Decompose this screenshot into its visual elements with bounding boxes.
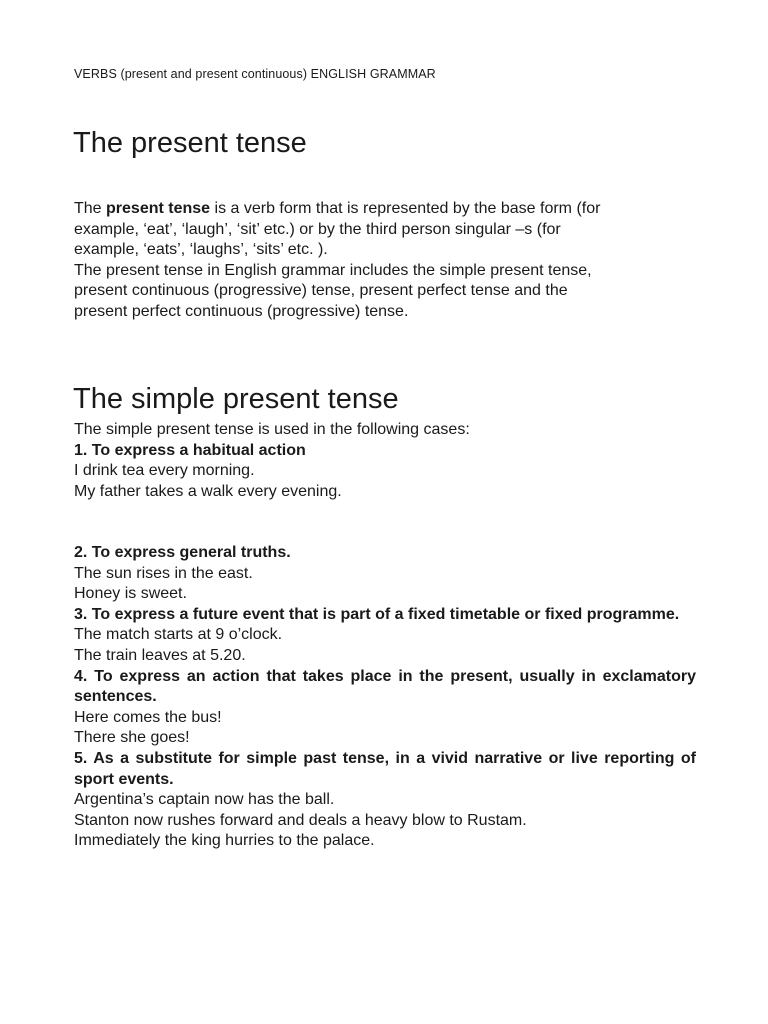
intro-prefix: The: [74, 200, 107, 217]
case-2-heading: 2. To express general truths.: [74, 544, 291, 561]
case-2-example-1: The sun rises in the east.: [74, 564, 253, 582]
section-title-simple-present: The simple present tense: [73, 383, 399, 415]
case-4-heading: 4. To express an action that takes place in the present, usually in exclamatory sentences.: [74, 667, 696, 706]
intro-paragraphs: [74, 199, 696, 323]
case-5-heading: 5. As a substitute for simple past tense, in a vivid narrative or live reporting of sport events.: [74, 749, 696, 788]
case-1-example-2: My father takes a walk every evening.: [74, 482, 342, 500]
case-1-heading: 1. To express a habitual action: [74, 441, 306, 459]
case-2-example-2: Honey is sweet.: [74, 585, 187, 603]
intro-line-3: example, ‘eats’, ‘laughs’, ‘sits’ etc. ).: [74, 241, 328, 259]
case-4-example-2: There she goes!: [74, 729, 190, 747]
case-5-example-2: Stanton now rushes forward and deals a heavy blow to Rustam.: [74, 811, 527, 829]
case-3-example-2: The train leaves at 5.20.: [74, 646, 246, 664]
case-5-example-3: Immediately the king hurries to the palace.: [74, 832, 375, 850]
case-1-example-1: I drink tea every morning.: [74, 462, 255, 480]
intro-bold-term: present tense: [106, 200, 211, 217]
intro-line-2: example, ‘eat’, ‘laugh’, ‘sit’ etc.) or by the third person singular –s (for: [74, 220, 561, 238]
case-4-example-1: Here comes the bus!: [74, 708, 222, 726]
intro-line-1-suffix: is a verb form that is represented by the base form (for: [210, 200, 601, 217]
simple-present-cases-rest: [74, 543, 696, 852]
simple-present-cases-top: [74, 420, 696, 502]
para2-line-2: present continuous (progressive) tense, present perfect tense and the: [74, 282, 568, 300]
para2-line-3: present perfect continuous (progressive) tense.: [74, 302, 409, 320]
document-header: VERBS (present and present continuous) ENGLISH GRAMMAR: [74, 67, 436, 81]
case-3-example-1: The match starts at 9 o’clock.: [74, 626, 283, 644]
intro-line-1: [74, 199, 696, 220]
section-title-present-tense: The present tense: [73, 127, 307, 159]
cases-lead: The simple present tense is used in the following cases:: [74, 421, 470, 438]
case-3-heading: 3. To express a future event that is part of a fixed timetable or fixed programme.: [74, 605, 680, 623]
para2-line-1: The present tense in English grammar includes the simple present tense,: [74, 261, 592, 279]
case-5-example-1: Argentina’s captain now has the ball.: [74, 791, 335, 809]
